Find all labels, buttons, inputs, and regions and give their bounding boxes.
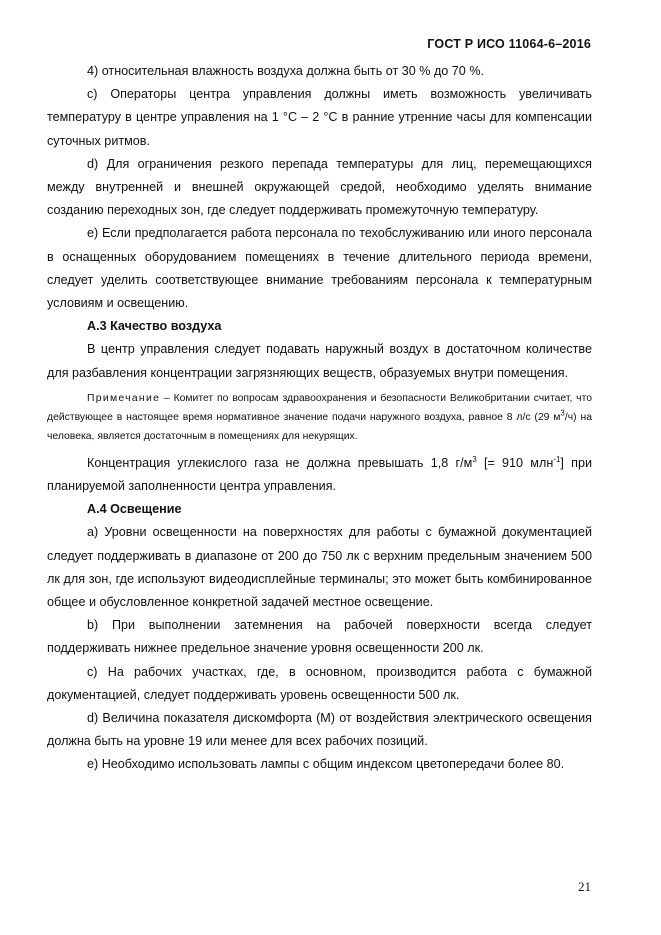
paragraph-e-color-rendering: e) Необходимо использовать лампы с общим индексом цветопередачи более 80.	[87, 757, 565, 772]
section-heading-air-quality: А.3 Качество воздуха	[87, 319, 222, 334]
paragraph-co2	[47, 452, 592, 498]
document-body	[47, 60, 592, 777]
co2-superscript-2: -1	[553, 454, 561, 464]
note-text-part2: /ч) на человека, является достаточным в помещениях для некурящих.	[47, 411, 592, 442]
co2-text-part2: [= 910 млн	[476, 455, 554, 470]
co2-text-part3: ] при планируемой заполненности центра управления.	[47, 455, 593, 494]
paragraph-d-transition-zones: d) Для ограничения резкого перепада температуры для лиц, перемещающихся между внутренней и внешней окружающей средой, необходимо уделять внимание созданию переходных зон, где следует поддерживать промежуточную температуру.	[47, 156, 592, 218]
note-label: Примечание	[87, 392, 161, 404]
paragraph-e-maintenance: e) Если предполагается работа персонала по техобслуживанию или иного персонала в оснащенных оборудованием помещениях в течение длительного периода времени, следует уделить соответствующее внимание требованиям персонала к температурным условиям и освещению.	[47, 226, 592, 311]
co2-text-part1: Концентрация углекислого газа не должна превышать 1,8 г/м	[87, 455, 473, 470]
paragraph-b-dimming: b) При выполнении затемнения на рабочей поверхности всегда следует поддерживать нижнее предельное значение уровня освещенности 200 лк.	[47, 618, 592, 656]
co2-superscript-1: 3	[472, 454, 477, 464]
paragraph-humidity: 4) относительная влажность воздуха должна быть от 30 % до 70 %.	[87, 64, 485, 78]
paragraph-outdoor-air: В центр управления следует подавать наружный воздух в достаточном количестве для разбавления концентрации загрязняющих веществ, образуемых внутри помещения.	[47, 342, 592, 380]
note-text-part1: – Комитет по вопросам здравоохранения и безопасности Великобритании считает, что действующее в настоящее время нормативное значение подачи наружного воздуха, равное 8 л/с (29 м	[47, 392, 592, 423]
paragraph-c-temperature: c) Операторы центра управления должны иметь возможность увеличивать температуру в центре управления на 1 °С – 2 °С в ранние утренние часы для компенсации суточных ритмов.	[47, 87, 592, 148]
paragraph-a-illuminance: a) Уровни освещенности на поверхностях для работы с бумажной документацией следует поддерживать в диапазоне от 200 до 750 лк с верхним предельным значением 500 лк для зон, где используют видеодисплейные терминалы; это может быть комбинированное общее и обусловленное конкретной задачей местное освещение.	[47, 525, 592, 610]
paragraph-d-discomfort: d) Величина показателя дискомфорта (М) от воздействия электрического освещения должна быть на уровне 19 или менее для всех рабочих позиций.	[47, 711, 592, 749]
section-heading-lighting: А.4 Освещение	[87, 502, 182, 517]
page-number: 21	[578, 879, 591, 894]
note-paragraph	[47, 389, 592, 446]
paragraph-c-paper-work: c) На рабочих участках, где, в основном, производится работа с бумажной документацией, следует поддерживать уровень освещенности 500 лк.	[47, 664, 592, 702]
document-code-header: ГОСТ Р ИСО 11064-6–2016	[427, 37, 591, 51]
note-superscript: 3	[560, 408, 565, 418]
